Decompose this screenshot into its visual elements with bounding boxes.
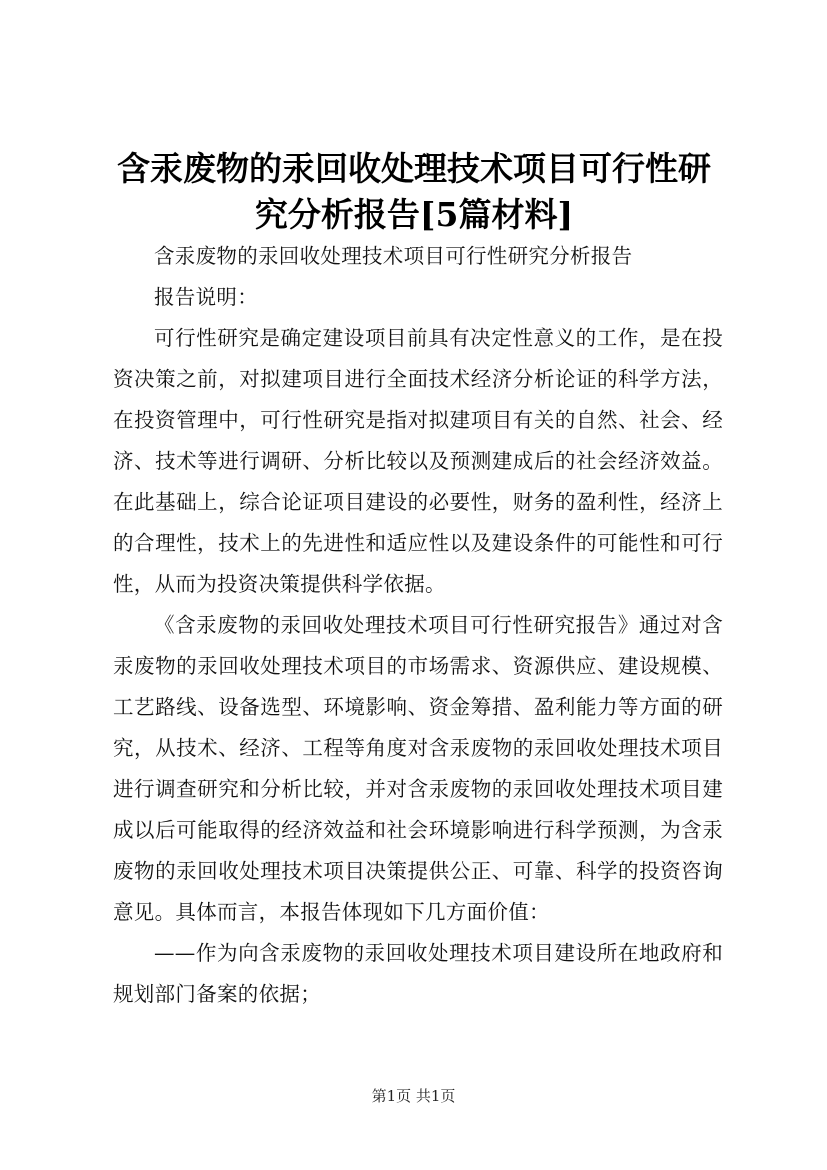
body-paragraph-feasibility: 可行性研究是确定建设项目前具有决定性意义的工作，是在投资决策之前，对拟建项目进行全面技术经济分析论证的科学方法，在投资管理中，可行性研究是指对拟建项目有关的自然、社会、经济、技术等进行调研、分析比较以及预测建成后的社会经济效益。在此基础上，综合论证项目建设的必要性，财务的盈利性，经济上的合理性，技术上的先进性和适应性以及建设条件的可能性和可行性，从而为投资决策提供科学依据。 <box>113 326 723 596</box>
report-note-heading: 报告说明： <box>154 285 258 309</box>
body-subtitle: 含汞废物的汞回收处理技术项目可行性研究分析报告 <box>154 244 633 268</box>
document-body <box>113 236 723 1015</box>
body-paragraph-report-scope: 《含汞废物的汞回收处理技术项目可行性研究报告》通过对含汞废物的汞回收处理技术项目的市场需求、资源供应、建设规模、工艺路线、设备选型、环境影响、资金筹措、盈利能力等方面的研究，从技术、经济、工程等角度对含汞废物的汞回收处理技术项目进行调查研究和分析比较，并对含汞废物的汞回收处理技术项目建成以后可能取得的经济效益和社会环境影响进行科学预测，为含汞废物的汞回收处理技术项目决策提供公正、可靠、科学的投资咨询意见。具体而言，本报告体现如下几方面价值： <box>113 613 723 924</box>
body-paragraph-value-item: ——作为向含汞废物的汞回收处理技术项目建设所在地政府和规划部门备案的依据； <box>113 941 723 1006</box>
page-number-footer: 第1页 共1页 <box>371 1087 456 1105</box>
document-title: 含汞废物的汞回收处理技术项目可行性研究分析报告[5篇材料] <box>117 149 711 234</box>
